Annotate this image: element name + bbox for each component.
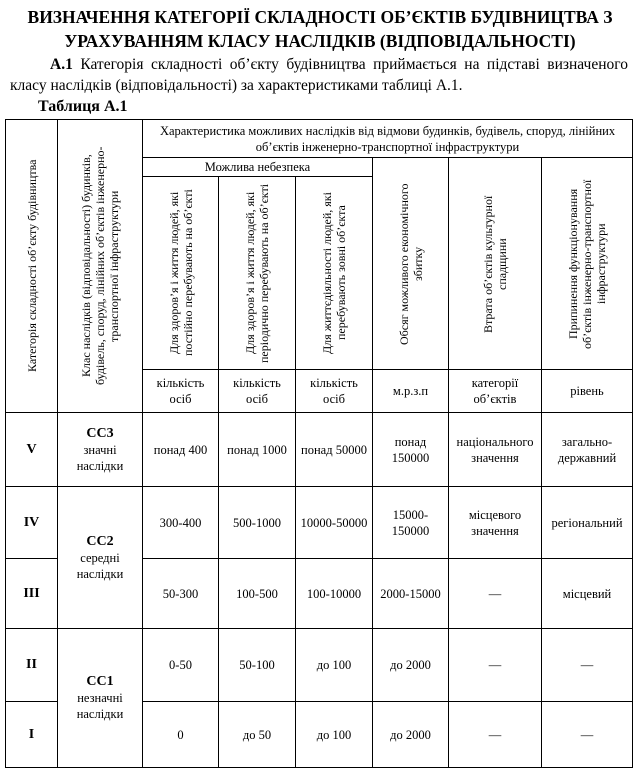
class-code: СС2 <box>86 533 114 549</box>
class-text: значні наслідки <box>76 442 124 473</box>
paragraph-text: Категорія складності об’єкту будівництва приймається на підставі визначеного класу наслідків (відповідальності) за характеристиками таблиці А.1. <box>10 56 628 94</box>
unit-cell: м.р.з.п <box>373 370 449 413</box>
header-row-1 <box>6 120 633 158</box>
value-cell: національного значення <box>449 413 542 487</box>
value-cell: загально-державний <box>542 413 633 487</box>
value-cell: 100-500 <box>219 559 296 629</box>
header-category: Категорія складності об’єкту будівництва <box>24 159 39 373</box>
table-row <box>6 413 633 487</box>
value-cell: 100-10000 <box>296 559 373 629</box>
unit-cell: категорії об’єктів <box>449 370 542 413</box>
table-caption: Таблиця А.1 <box>38 98 128 115</box>
value-cell: понад 1000 <box>219 413 296 487</box>
value-cell: місцевого значення <box>449 487 542 559</box>
value-cell: — <box>449 629 542 702</box>
header-cultural: Втрата об’єктів культурної спадщини <box>481 194 509 333</box>
table-row <box>6 629 633 702</box>
class-cc1-cell <box>58 629 143 768</box>
value-cell: 500-1000 <box>219 487 296 559</box>
header-economic-cell <box>373 158 449 370</box>
header-danger: Можлива небезпека <box>143 158 373 177</box>
unit-cell: кількість осіб <box>143 370 219 413</box>
header-class-cell <box>58 120 143 413</box>
header-periodic-cell <box>219 177 296 370</box>
class-text: середні наслідки <box>76 550 124 581</box>
header-infra-cell <box>542 158 633 370</box>
value-cell: 10000-50000 <box>296 487 373 559</box>
value-cell: 0-50 <box>143 629 219 702</box>
header-cultural-cell <box>449 158 542 370</box>
value-cell: — <box>542 629 633 702</box>
value-cell: 2000-15000 <box>373 559 449 629</box>
header-periodic: Для здоров’я і життя людей, які періодично перебувають на об’єкті <box>243 183 271 363</box>
complexity-table <box>5 119 633 768</box>
header-permanent-cell <box>143 177 219 370</box>
value-cell: місцевий <box>542 559 633 629</box>
unit-cell: кількість осіб <box>296 370 373 413</box>
value-cell: до 2000 <box>373 702 449 768</box>
class-text: незначні наслідки <box>76 691 124 721</box>
document-title-line-2: УРАХУВАННЯМ КЛАСУ НАСЛІДКІВ (ВІДПОВІДАЛЬНОСТІ) <box>64 31 576 51</box>
value-cell: регіональний <box>542 487 633 559</box>
value-cell: 0 <box>143 702 219 768</box>
value-cell: 15000-150000 <box>373 487 449 559</box>
unit-cell: рівень <box>542 370 633 413</box>
class-cc3-cell <box>58 413 143 487</box>
header-economic: Обсяг можливого економічного збитку <box>396 182 425 345</box>
header-class: Клас наслідків (відповідальності) будинків, будівель, споруд, лінійних об’єктів інженерно-транспортної інфраструктури <box>79 146 121 386</box>
header-category-cell <box>6 120 58 413</box>
value-cell: понад 50000 <box>296 413 373 487</box>
header-permanent: Для здоров’я і життя людей, які постійно перебувають на об’єкті <box>166 189 195 357</box>
category-cell: V <box>6 413 58 487</box>
paragraph-number: А.1 <box>50 56 73 73</box>
value-cell: понад 400 <box>143 413 219 487</box>
value-cell: — <box>449 559 542 629</box>
header-outside-cell <box>296 177 373 370</box>
header-characteristic: Характеристика можливих наслідків від відмови будинків, будівель, споруд, лінійних об’єктів інженерно-транспортної інфраструктури <box>143 120 633 158</box>
value-cell: — <box>542 702 633 768</box>
document-title-line-1: ВИЗНАЧЕННЯ КАТЕГОРІЇ СКЛАДНОСТІ ОБ’ЄКТІВ БУДІВНИЦТВА З <box>27 7 613 27</box>
category-cell: IV <box>6 487 58 559</box>
value-cell: до 50 <box>219 702 296 768</box>
value-cell: 50-100 <box>219 629 296 702</box>
table-row <box>6 487 633 559</box>
value-cell: до 2000 <box>373 629 449 702</box>
category-cell: III <box>6 559 58 629</box>
category-cell: I <box>6 702 58 768</box>
unit-cell: кількість осіб <box>219 370 296 413</box>
value-cell: 50-300 <box>143 559 219 629</box>
class-cc2-cell <box>58 487 143 629</box>
header-outside: Для життєдіяльності людей, які перебувають зовні об’єкта <box>320 192 348 354</box>
value-cell: понад 150000 <box>373 413 449 487</box>
value-cell: до 100 <box>296 702 373 768</box>
value-cell: до 100 <box>296 629 373 702</box>
header-infra: Припинення функціонування об’єктів інженерно-транспортної інфраструктури <box>566 178 608 349</box>
value-cell: — <box>449 702 542 768</box>
value-cell: 300-400 <box>143 487 219 559</box>
category-cell: II <box>6 629 58 702</box>
class-code: СС1 <box>86 674 114 689</box>
class-code: СС3 <box>86 425 114 441</box>
intro-paragraph <box>10 54 628 96</box>
